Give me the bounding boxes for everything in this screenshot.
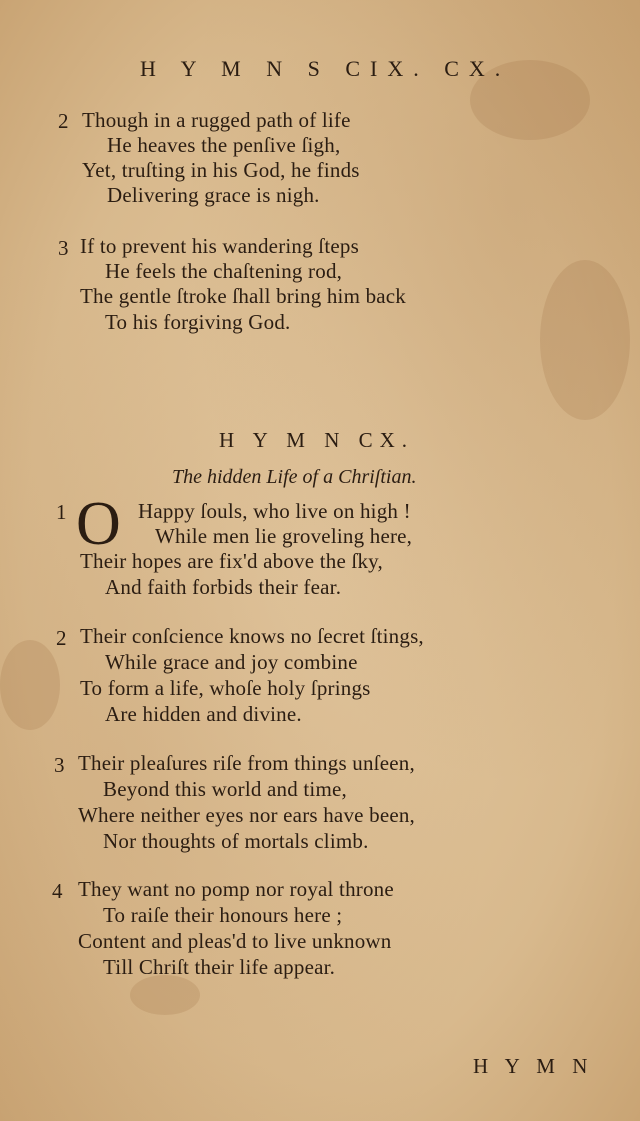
verse-line: If to prevent his wandering ſteps	[80, 234, 359, 258]
verse-line: The gentle ſtroke ſhall bring him back	[80, 284, 407, 308]
verse-line: Delivering grace is nigh.	[107, 183, 320, 207]
verse-line: Are hidden and divine.	[105, 702, 302, 726]
paper-stain	[130, 975, 200, 1015]
verse-line: To his forgiving God.	[105, 310, 291, 334]
verse-line: While grace and joy combine	[105, 650, 358, 674]
verse-number: 4	[52, 879, 63, 903]
verse-number: 3	[58, 236, 69, 260]
verse-line: Yet, truſting in his God, he finds	[82, 158, 360, 182]
verse-line: Though in a rugged path of life	[82, 108, 351, 132]
verse-line: Their pleaſures riſe from things unſeen,	[78, 751, 415, 775]
verse-line: Till Chriſt their life appear.	[103, 955, 336, 979]
paper-stain	[540, 260, 630, 420]
paper-stain	[0, 640, 60, 730]
verse-number: 2	[56, 626, 67, 650]
running-head: H Y M N S CIX. CX.	[140, 56, 511, 81]
hymn-title: H Y M N CX.	[219, 428, 415, 452]
verse-line: Beyond this world and time,	[103, 777, 347, 801]
verse-line: To raiſe their honours here ;	[103, 903, 343, 927]
catchword: H Y M N	[473, 1054, 594, 1078]
hymn-subtitle: The hidden Life of a Chriſtian.	[172, 466, 417, 488]
verse-line: Content and pleas'd to live unknown	[78, 929, 392, 953]
verse-line: And faith forbids their fear.	[105, 575, 342, 599]
verse-line: Their hopes are fix'd above the ſky,	[80, 549, 383, 573]
verse-number: 2	[58, 109, 69, 133]
drop-cap: O	[76, 490, 121, 558]
verse-number: 3	[54, 753, 65, 777]
verse-line: He heaves the penſive ſigh,	[107, 133, 341, 157]
verse-line: While men lie groveling here,	[155, 524, 413, 548]
verse-line: Their conſcience knows no ſecret ſtings,	[80, 624, 424, 648]
verse-line: They want no pomp nor royal throne	[78, 877, 394, 901]
verse-line: To form a life, whoſe holy ſprings	[80, 676, 371, 700]
verse-line: He feels the chaſtening rod,	[105, 259, 343, 283]
verse-line: Nor thoughts of mortals climb.	[103, 829, 369, 853]
verse-line: Happy ſouls, who live on high !	[138, 499, 411, 523]
verse-line: Where neither eyes nor ears have been,	[78, 803, 416, 827]
verse-number: 1	[56, 500, 67, 524]
